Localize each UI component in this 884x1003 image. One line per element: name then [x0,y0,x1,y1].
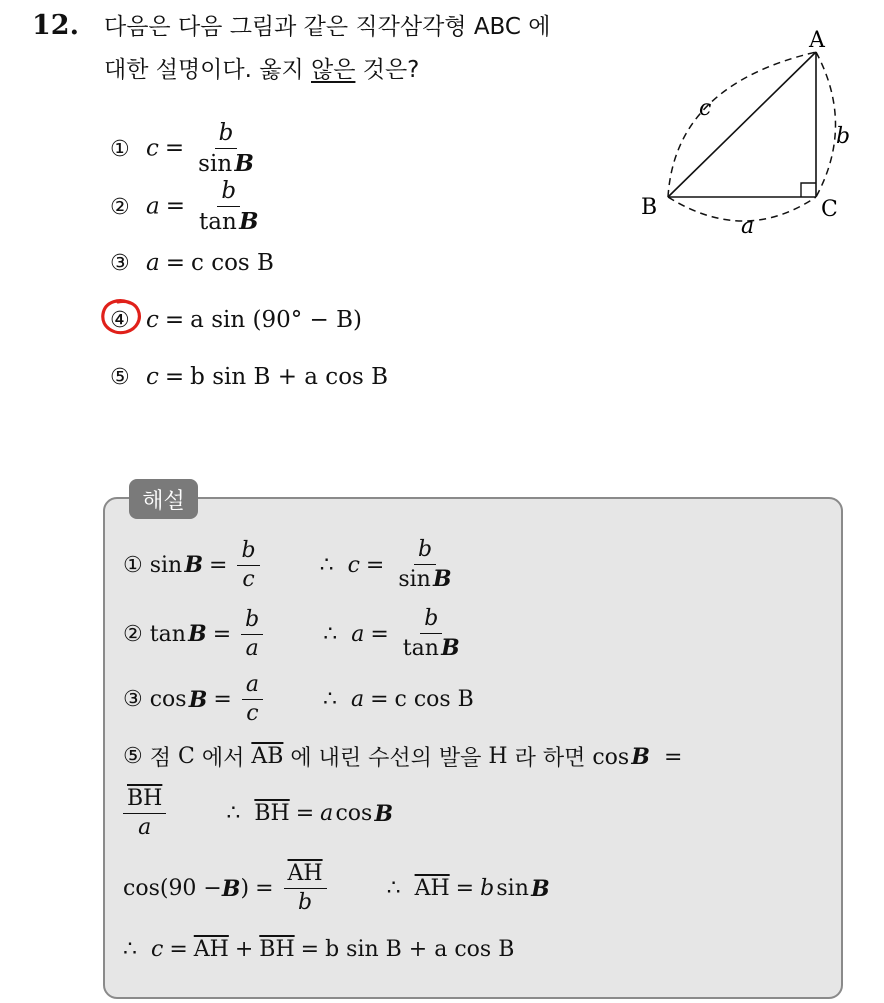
triangle-figure [635,25,865,250]
right-angle-mark [801,183,816,197]
choice-1-den-var: B [234,150,254,178]
choice-3-marker: ③ [110,250,130,276]
choice-1-formula: c = $\frac{b}{\text{sin B}}$ [146,120,254,178]
choice-2-marker: ② [110,194,130,220]
choice-5-marker: ⑤ [110,364,130,390]
choice-5[interactable] [110,364,388,390]
explanation-line-4: ⑤ 점 C 에서 $\overline{AB}$ 에 내린 수선의 발을 H 라 하면 cos B = [123,743,683,771]
choice-3[interactable] [110,250,274,276]
vertex-c-label: C [821,197,838,222]
question-number: 12. [32,10,79,41]
explanation-line-2: ② tan B = $\frac{b}{a}$ ∴ a = $\frac{b}{\text{tan B}}$ [123,606,460,662]
question-text-line2 [104,55,419,85]
question-text-prefix: 대한 설명이다. 옳지 [104,57,311,83]
question-text-suffix: 것은? [355,57,420,83]
question-text-underlined: 않은 [311,57,356,83]
explanation-line-5: $\frac{\overline{BH}}{a}$ ∴ $\overline{BH}$ = a cos B [123,787,393,840]
choice-4-formula: c = a sin (90° − B) [146,307,362,333]
explanation-line-7: ∴ c = $\overline{AH}$ + $\overline{BH}$ = b sin B + a cos B [123,937,515,962]
choice-1-lhs: c [146,135,159,162]
choice-3-formula: a = c cos B [146,250,274,276]
choice-2-num: b [221,178,237,204]
explanation-line-3: ③ cos B = $\frac{a}{c}$ ∴ a = c cos B [123,672,474,727]
answer-circle-mark [100,297,144,337]
choice-2[interactable] [110,179,267,236]
choice-5-formula: c = b sin B + a cos B [146,364,389,390]
explanation-line-6: cos(90 − B ) = $\frac{\overline{AH}}{b}$ ∴ $\overline{AH}$ = b sin B [123,861,550,916]
choice-2-formula: a = $\frac{b}{\text{tan B}}$ [146,178,259,236]
choice-2-lhs: a [146,193,160,220]
explanation-tag: 해설 [129,479,198,519]
choice-4[interactable] [110,307,362,333]
side-a-label: a [741,214,755,239]
question-text-line1: 다음은 다음 그림과 같은 직각삼각형 ABC 에 [104,14,551,40]
choice-2-den-fn: tan [199,209,237,236]
choice-1[interactable] [110,121,262,178]
explanation-line-1: ① sin B = $\frac{b}{c}$ ∴ c = $\frac{b}{\text{sin B}}$ [123,537,452,593]
arc-b [816,52,836,197]
side-c-label: c [699,96,712,121]
vertex-a-label: A [809,28,825,53]
choice-1-marker: ① [110,136,130,162]
side-b-label: b [836,124,851,149]
choice-1-den-fn: sin [198,151,233,178]
vertex-b-label: B [641,195,658,220]
side-c-line [668,52,816,197]
choice-1-num: b [218,120,234,146]
choice-2-den-var: B [239,208,259,236]
choice-4-marker: ④ [110,307,130,333]
